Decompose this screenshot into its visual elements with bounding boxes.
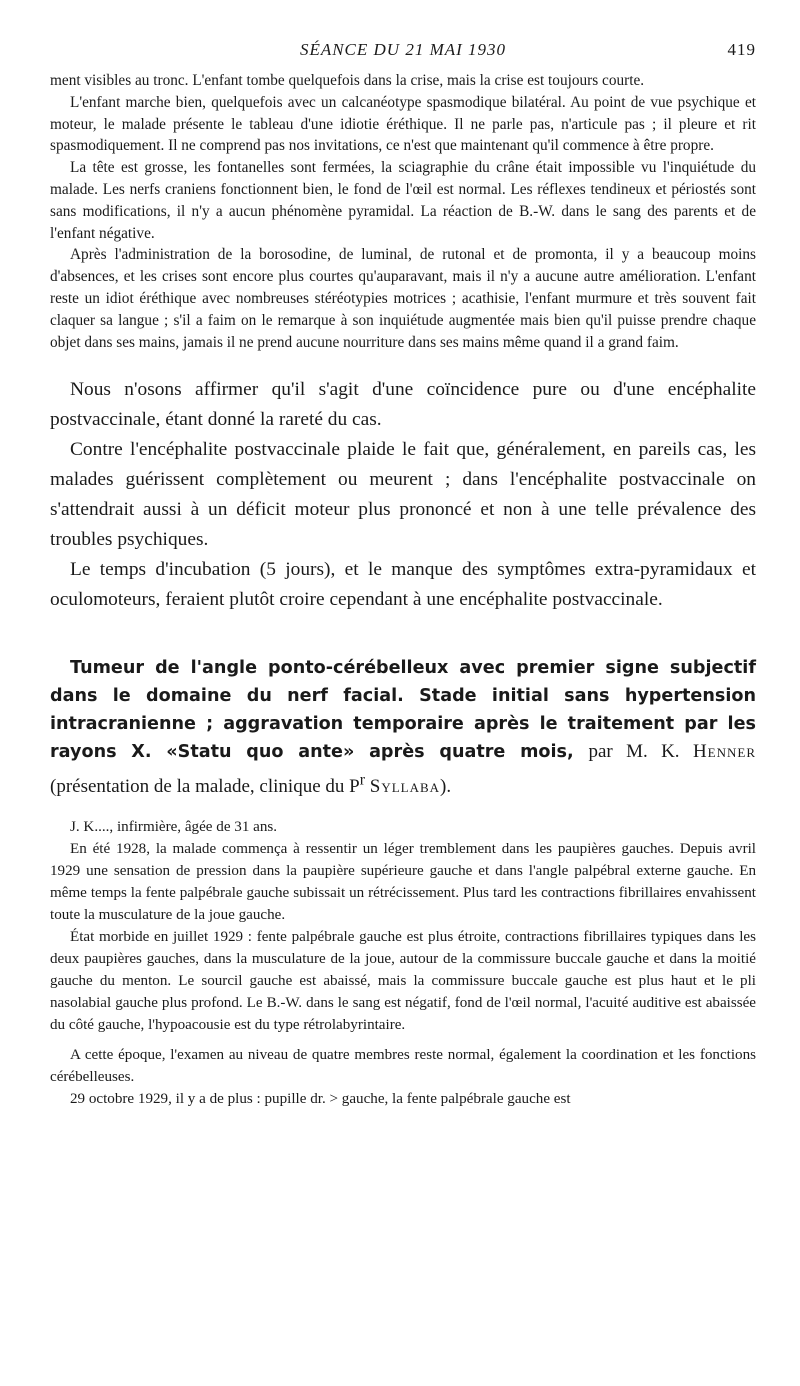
case-paragraph: État morbide en juillet 1929 : fente palpébrale gauche est plus étroite, contractions fibrillaires typiques dans les deux paupières gauches, dans la musculature de la joue, autour de la commissure buccale gauche et dans la moitié gauche du menton. Le sourcil gauche est abaissé, mais la commissure buccale gauche est plus haut et le pli nasolabial gauche plus profond. Le B.-W. dans le sang est négatif, fond de l'œil normal, l'acuité auditive est abaissée du côté gauche, l'hypoacousie est du type rétrolabyrintaire. bbox=[50, 928, 756, 1033]
discussion-paragraph: Nous n'osons affirmer qu'il s'agit d'une coïncidence pure ou d'une encéphalite postvaccinale, étant donné la rareté du cas. bbox=[50, 379, 756, 431]
observation-paragraph: La tête est grosse, les fontanelles sont fermées, la sciagraphie du crâne était impossible vu l'inquiétude du malade. Les nerfs craniens fonctionnent bien, le fond de l'œil est normal. Les réflexes tendineux et périostés sont sans modifications, il n'y a aucun phénomène pyramidal. La réaction de B.-W. dans le sang des parents et de l'enfant négative. bbox=[50, 159, 756, 242]
case-paragraph: A cette époque, l'examen au niveau de quatre membres reste normal, également la coordination et les fonctions cérébelleuses. bbox=[50, 1046, 756, 1085]
case-report bbox=[50, 816, 756, 1110]
discussion-paragraph: Le temps d'incubation (5 jours), et le manque des symptômes extra-pyramidaux et oculomoteurs, feraient plutôt croire cependant à une encéphalite postvaccinale. bbox=[50, 559, 756, 611]
byline-superscript: r bbox=[359, 771, 365, 789]
case-paragraph: 29 octobre 1929, il y a de plus : pupille dr. > gauche, la fente palpébrale gauche est bbox=[70, 1090, 571, 1107]
page-number: 419 bbox=[727, 40, 756, 59]
observation-paragraph: Après l'administration de la borosodine, de luminal, de rutonal et de promonta, il y a beaucoup moins d'absences, et les crises sont encore plus courtes qu'auparavant, mais il n'y a aucune autre amélioration. L'enfant reste un idiot éréthique avec nombreuses stéréotypies motrices ; acathisie, l'enfant murmure et très souvent fait claquer sa langue ; s'il a faim on le remarque à son inquiétude augmentée mais bien qu'il puisse prendre chaque objet dans ses mains, jamais il ne prend aucune nourriture dans ses mains même quand il a grand faim. bbox=[50, 246, 756, 351]
journal-page bbox=[50, 40, 756, 1110]
case-paragraph: En été 1928, la malade commença à ressentir un léger tremblement dans les paupières gauches. Depuis avril 1929 une sensation de pression dans la paupière supérieure gauche et dans l'angle palpébral externe gauche. En même temps la fente palpébrale gauche subissait un rétrécissement. Plus tard les contractions fibrillaires envahissent toute la musculature de la joue gauche. bbox=[50, 840, 756, 923]
byline-end: ). bbox=[440, 776, 452, 798]
author-name: Henner bbox=[692, 741, 756, 763]
observation-paragraph: ment visibles au tronc. L'enfant tombe quelquefois dans la crise, mais la crise est toujours courte. bbox=[50, 72, 645, 89]
observation-section bbox=[50, 70, 756, 353]
running-title: SÉANCE DU 21 MAI 1930 bbox=[299, 40, 507, 59]
article-title-text: Tumeur de l'angle ponto-cérébelleux avec premier signe subjectif dans le domaine du nerf facial. Stade initial sans hypertension intracranienne ; aggravation temporaire après le traitement par les rayons X. «Statu quo ante» après quatre mois, bbox=[50, 658, 756, 763]
byline-middle: (présentation de la malade, clinique du P bbox=[50, 776, 360, 798]
case-paragraph: J. K...., infirmière, âgée de 31 ans. bbox=[70, 818, 278, 835]
observation-paragraph: L'enfant marche bien, quelquefois avec un calcanéotype spasmodique bilatéral. Au point de vue psychique et moteur, le malade présente le tableau d'une idiotie éréthique. Il ne parle pas, n'articule pas ; il pleure et rit spasmodiquement. Il ne comprend pas nos invitations, ce n'est que maintenant qu'il commence à être propre. bbox=[50, 93, 756, 155]
professor-name: Syllaba bbox=[369, 776, 441, 798]
discussion-paragraph: Contre l'encéphalite postvaccinale plaide le fait que, généralement, en pareils cas, les malades guérissent complètement ou meurent ; dans l'encéphalite postvaccinale on s'attendrait aussi à un déficit moteur plus prononcé et non à une telle prévalence des troubles psychiques. bbox=[50, 439, 756, 551]
byline-prefix: par M. K. bbox=[588, 741, 680, 763]
article-heading bbox=[50, 655, 756, 801]
article-title bbox=[50, 655, 756, 801]
discussion-section bbox=[50, 375, 756, 615]
running-header bbox=[50, 40, 756, 70]
